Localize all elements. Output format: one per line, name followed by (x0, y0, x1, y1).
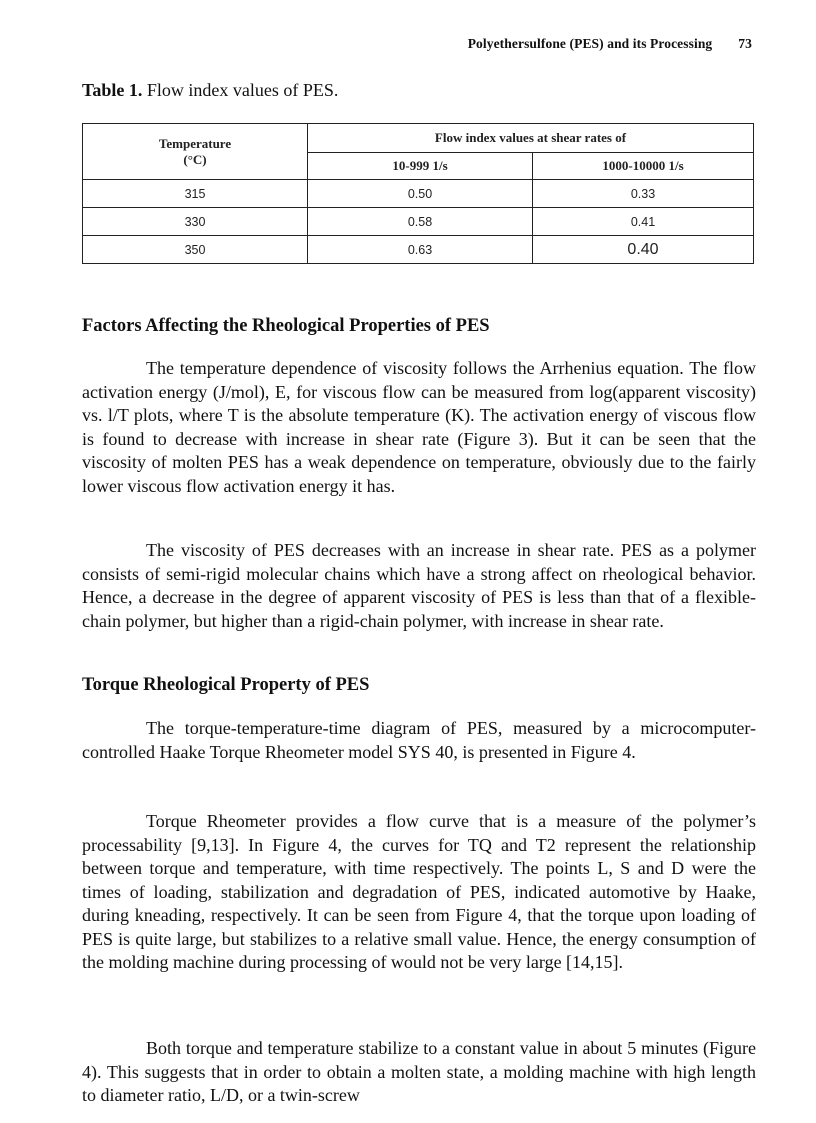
cell-rate-a: 0.63 (308, 236, 533, 264)
table-row (83, 180, 754, 208)
cell-rate-a: 0.50 (308, 180, 533, 208)
section-title-torque-rheological: Torque Rheological Property of PES (82, 675, 370, 695)
cell-rate-b: 0.33 (533, 180, 754, 208)
header-rate-b: 1000-10000 1/s (533, 153, 754, 180)
header-temperature-line1: Temperature (158, 135, 232, 151)
paragraph: The temperature dependence of viscosity follows the Arrhenius equation. The flow activation energy (J/mol), E, for viscous flow can be measured from log(apparent viscosity) vs. l/T plots, where T is the absolute temperature (K). The activation energy of viscous flow is found to decrease with increase in shear rate (Figure 3). But it can be seen that the viscosity of molten PES has a weak dependence on temperature, obviously due to the fairly lower viscous flow activation energy it has. (82, 358, 756, 496)
table-caption (82, 80, 338, 101)
paragraph: The torque-temperature-time diagram of PES, measured by a microcomputer-controlled Haake Torque Rheometer model SYS 40, is presented in Figure 4. (82, 718, 756, 762)
paragraph: Both torque and temperature stabilize to a constant value in about 5 minutes (Figure 4). This suggests that in order to obtain a molten state, a molding machine with high length to diameter ratio, L/D, or a twin-screw (82, 1038, 756, 1105)
running-header (468, 36, 752, 52)
page-number: 73 (738, 36, 752, 51)
flow-index-table (82, 123, 754, 264)
table-caption-text: Flow index values of PES. (142, 80, 339, 100)
header-group: Flow index values at shear rates of (308, 124, 754, 153)
cell-temp: 350 (83, 236, 308, 264)
header-rate-a: 10-999 1/s (308, 153, 533, 180)
running-title: Polyethersulfone (PES) and its Processing (467, 36, 713, 51)
table-header-row (83, 124, 754, 153)
paragraph: The viscosity of PES decreases with an increase in shear rate. PES as a polymer consists of semi-rigid molecular chains which have a strong affect on rheological behavior. Hence, a decrease in the degree of apparent viscosity of PES is less than that of a flexible-chain polymer, but higher than a rigid-chain polymer, with increase in shear rate. (82, 540, 756, 631)
paragraph: Torque Rheometer provides a flow curve that is a measure of the polymer’s processability [9,13]. In Figure 4, the curves for TQ and T2 represent the relationship between torque and temperature, with time respectively. The points L, S and D were the times of loading, stabilization and degradation of PES, indicated automotive by Haake, during kneading, respectively. It can be seen from Figure 4, that the torque upon loading of PES is quite large, but stabilizes to a relative small value. Hence, the energy consumption of the molding machine during processing of would not be very large [14,15]. (82, 811, 756, 972)
cell-rate-a: 0.58 (308, 208, 533, 236)
cell-temp: 315 (83, 180, 308, 208)
cell-temp: 330 (83, 208, 308, 236)
table-caption-label: Table 1. (82, 80, 143, 100)
header-temperature-line2: (°C) (183, 151, 207, 167)
header-temperature (83, 124, 308, 180)
table-row (83, 208, 754, 236)
cell-rate-b: 0.40 (533, 236, 754, 264)
table-row (83, 236, 754, 264)
section-title-rheological-factors: Factors Affecting the Rheological Properties of PES (82, 316, 490, 336)
cell-rate-b: 0.41 (533, 208, 754, 236)
